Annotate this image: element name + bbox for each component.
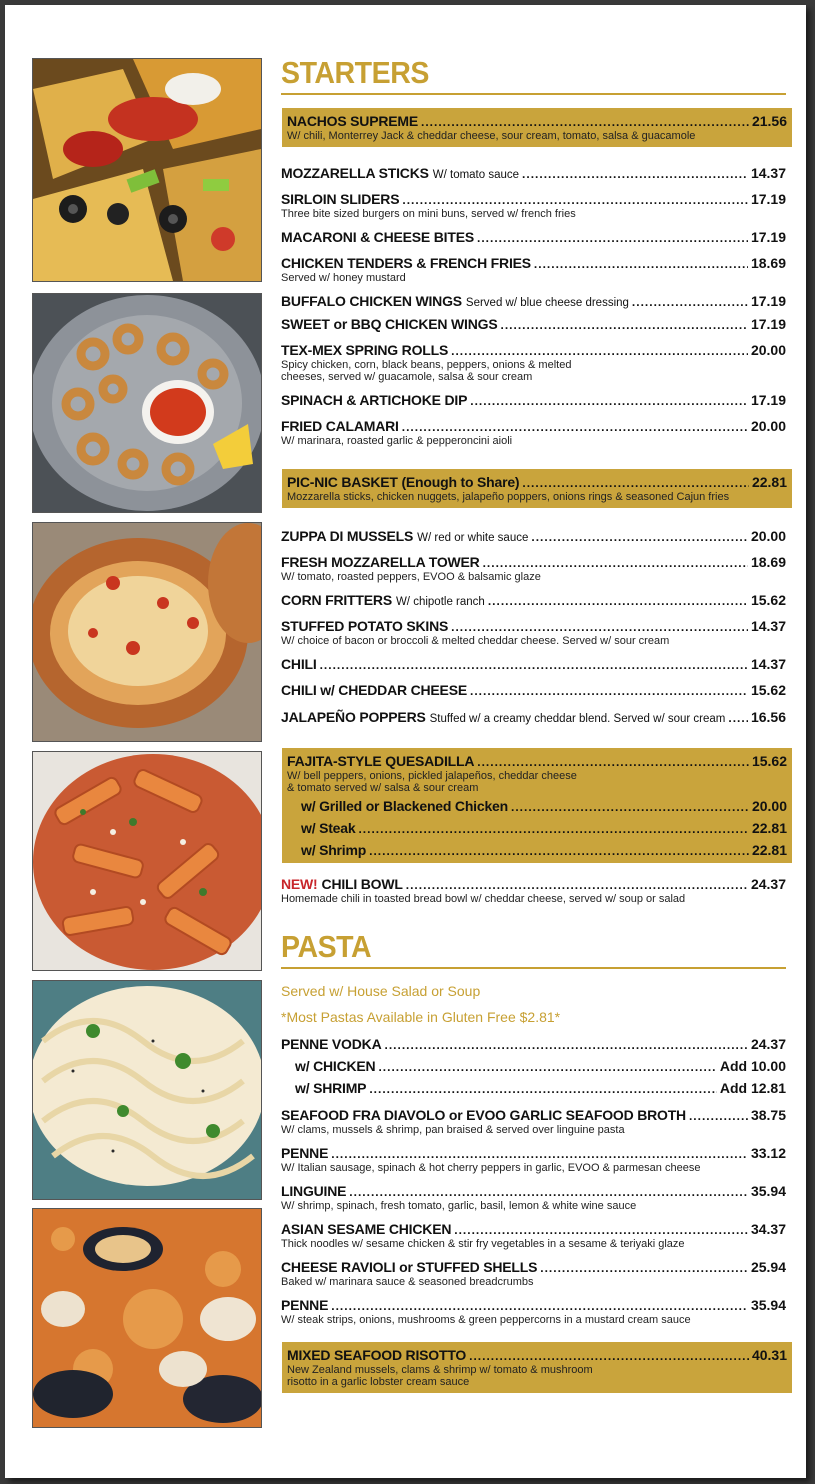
menu-item-sirloin-sliders <box>281 192 786 220</box>
item-price: 20.00 <box>750 418 786 434</box>
menu-item-mozzarella-sticks <box>281 166 786 183</box>
item-price: 17.19 <box>750 229 786 245</box>
item-price: 18.69 <box>750 255 786 271</box>
section-title-starters: STARTERS <box>281 55 429 90</box>
menu-item-chili-bowl <box>281 877 786 905</box>
item-price: 15.62 <box>750 592 786 608</box>
item-inline-desc: Stuffed w/ a creamy cheddar blend. Served w/ sour cream <box>429 713 726 725</box>
menu-item-zuppa-di-mussels <box>281 529 786 546</box>
penne-vodka-add-shrimp <box>281 1081 786 1097</box>
menu-item-corn-fritters <box>281 593 786 610</box>
item-desc: W/ tomato, roasted peppers, EVOO & balsamic glaze <box>281 571 541 583</box>
item-price: 14.37 <box>750 656 786 672</box>
new-badge: NEW! <box>281 876 318 892</box>
item-name: JALAPEÑO POPPERS <box>281 709 426 725</box>
item-desc: W/ chili, Monterrey Jack & cheddar cheese, sour cream, tomato, salsa & guacamole <box>287 130 696 142</box>
item-desc: Mozzarella sticks, chicken nuggets, jalapeño poppers, onions rings & seasoned Cajun fries <box>287 491 730 503</box>
photo-fettuccine <box>32 980 262 1200</box>
item-name: BUFFALO CHICKEN WINGS <box>281 293 462 309</box>
item-name: TEX-MEX SPRING ROLLS <box>281 342 449 358</box>
item-desc: New Zealand mussels, clams & shrimp w/ tomato & mushroom risotto in a garlic lobster cream sauce <box>287 1364 593 1388</box>
item-name: PIC-NIC BASKET (Enough to Share) <box>287 474 520 490</box>
item-price: 35.94 <box>750 1183 786 1199</box>
item-name: SWEET or BBQ CHICKEN WINGS <box>281 316 498 332</box>
item-price: 24.37 <box>750 876 786 892</box>
item-name: CHEESE RAVIOLI or STUFFED SHELLS <box>281 1259 538 1275</box>
item-name: MIXED SEAFOOD RISOTTO <box>287 1347 467 1363</box>
item-name: SEAFOOD FRA DIAVOLO or EVOO GARLIC SEAFOOD BROTH <box>281 1107 686 1123</box>
item-price: 22.81 <box>751 820 787 836</box>
item-price: Add 12.81 <box>719 1080 786 1096</box>
item-price: 14.37 <box>750 618 786 634</box>
item-price: 17.19 <box>750 293 786 309</box>
item-price: 22.81 <box>751 842 787 858</box>
menu-page <box>5 5 806 1478</box>
item-desc: Spicy chicken, corn, black beans, peppers, onions & melted cheeses, served w/ guacamole, salsa & sour cream <box>281 359 572 383</box>
item-price: 15.62 <box>751 753 787 769</box>
item-price: 35.94 <box>750 1297 786 1313</box>
item-name: PENNE VODKA <box>281 1036 382 1052</box>
menu-item-asian-sesame-chicken <box>281 1222 786 1250</box>
menu-item-seafood-fra-diavolo <box>281 1108 786 1136</box>
item-desc: W/ marinara, roasted garlic & pepperoncini aioli <box>281 435 513 447</box>
item-price: Add 10.00 <box>719 1058 786 1074</box>
menu-item-fried-calamari <box>281 419 786 447</box>
menu-item-mixed-seafood-risotto <box>282 1342 792 1393</box>
quesadilla-option-chicken <box>287 799 787 815</box>
item-name: SIRLOIN SLIDERS <box>281 191 400 207</box>
item-name: FRESH MOZZARELLA TOWER <box>281 554 480 570</box>
menu-item-linguine <box>281 1184 786 1212</box>
menu-item-penne-sausage <box>281 1146 786 1174</box>
menu-item-buffalo-wings <box>281 294 786 311</box>
menu-item-tex-mex-spring-rolls <box>281 343 786 383</box>
menu-item-jalapeno-poppers <box>281 710 786 727</box>
item-desc: Homemade chili in toasted bread bowl w/ cheddar cheese, served w/ soup or salad <box>281 893 686 905</box>
item-name: SPINACH & ARTICHOKE DIP <box>281 392 468 408</box>
penne-vodka-add-chicken <box>281 1059 786 1075</box>
item-name: CHILI BOWL <box>321 876 403 892</box>
item-price: 17.19 <box>750 316 786 332</box>
item-price: 24.37 <box>750 1036 786 1052</box>
menu-item-fajita-quesadilla <box>282 748 792 863</box>
item-name: CORN FRITTERS <box>281 592 392 608</box>
photo-baked-potato <box>32 522 262 742</box>
item-price: 22.81 <box>751 474 787 490</box>
section-rule <box>281 967 786 969</box>
pasta-note-gluten-free: *Most Pastas Available in Gluten Free $2.81* <box>281 1009 561 1025</box>
item-name: PENNE <box>281 1297 329 1313</box>
item-desc: W/ steak strips, onions, mushrooms & green peppercorns in a mustard cream sauce <box>281 1314 691 1326</box>
item-name: MOZZARELLA STICKS <box>281 165 429 181</box>
item-desc: W/ clams, mussels & shrimp, pan braised & served over linguine pasta <box>281 1124 625 1136</box>
menu-item-mozzarella-tower <box>281 555 786 583</box>
item-name: w/ Steak <box>301 820 356 836</box>
item-price: 18.69 <box>750 554 786 570</box>
menu-item-mac-cheese-bites <box>281 230 786 246</box>
item-desc: W/ choice of bacon or broccoli & melted cheddar cheese. Served w/ sour cream <box>281 635 670 647</box>
section-title-pasta: PASTA <box>281 929 372 964</box>
menu-item-sweet-bbq-wings <box>281 317 786 333</box>
item-name: ZUPPA DI MUSSELS <box>281 528 414 544</box>
item-price: 20.00 <box>751 798 787 814</box>
photo-calamari <box>32 293 262 513</box>
menu-item-chicken-tenders <box>281 256 786 284</box>
item-name: FAJITA-STYLE QUESADILLA <box>287 753 475 769</box>
item-name: CHILI <box>281 656 317 672</box>
item-desc: W/ bell peppers, onions, pickled jalapeños, cheddar cheese & tomato served w/ salsa & sour cream <box>287 770 577 794</box>
section-rule <box>281 93 786 95</box>
pasta-note-salad: Served w/ House Salad or Soup <box>281 983 481 999</box>
menu-column <box>281 55 786 1393</box>
quesadilla-option-steak <box>287 821 787 837</box>
item-name: ASIAN SESAME CHICKEN <box>281 1221 452 1237</box>
item-desc: Thick noodles w/ sesame chicken & stir fry vegetables in a sesame & teriyaki glaze <box>281 1238 685 1250</box>
item-name: STUFFED POTATO SKINS <box>281 618 449 634</box>
item-price: 34.37 <box>750 1221 786 1237</box>
item-price: 33.12 <box>750 1145 786 1161</box>
item-desc: W/ Italian sausage, spinach & hot cherry peppers in garlic, EVOO & parmesan cheese <box>281 1162 701 1174</box>
menu-item-stuffed-potato-skins <box>281 619 786 647</box>
item-name: LINGUINE <box>281 1183 347 1199</box>
item-price: 38.75 <box>750 1107 786 1123</box>
item-desc: Served w/ honey mustard <box>281 272 406 284</box>
menu-item-penne-steak <box>281 1298 786 1326</box>
item-name: CHICKEN TENDERS & FRENCH FRIES <box>281 255 531 271</box>
item-desc: Three bite sized burgers on mini buns, served w/ french fries <box>281 208 576 220</box>
item-price: 17.19 <box>750 392 786 408</box>
item-name: w/ SHRIMP <box>295 1080 367 1096</box>
photo-penne <box>32 751 262 971</box>
item-name: MACARONI & CHEESE BITES <box>281 229 474 245</box>
item-name: w/ CHICKEN <box>295 1058 376 1074</box>
item-inline-desc: W/ tomato sauce <box>432 169 520 181</box>
item-name: w/ Shrimp <box>301 842 367 858</box>
item-price: 16.56 <box>750 709 786 725</box>
item-inline-desc: W/ red or white sauce <box>417 532 529 544</box>
menu-item-penne-vodka <box>281 1037 786 1097</box>
item-inline-desc: Served w/ blue cheese dressing <box>465 297 629 309</box>
item-desc: W/ shrimp, spinach, fresh tomato, garlic, basil, lemon & white wine sauce <box>281 1200 637 1212</box>
item-price: 15.62 <box>750 682 786 698</box>
quesadilla-option-shrimp <box>287 843 787 859</box>
item-name: w/ Grilled or Blackened Chicken <box>301 798 508 814</box>
item-name: FRIED CALAMARI <box>281 418 399 434</box>
menu-item-cheese-ravioli <box>281 1260 786 1288</box>
photo-nachos <box>32 58 262 282</box>
item-price: 17.19 <box>750 191 786 207</box>
menu-item-chili <box>281 657 786 673</box>
item-inline-desc: W/ chipotle ranch <box>395 596 485 608</box>
item-name: PENNE <box>281 1145 329 1161</box>
menu-item-spinach-artichoke-dip <box>281 393 786 409</box>
menu-item-picnic-basket <box>282 469 792 508</box>
item-price: 21.56 <box>751 113 787 129</box>
item-price: 20.00 <box>750 528 786 544</box>
item-price: 25.94 <box>750 1259 786 1275</box>
menu-item-nachos-supreme <box>282 108 792 147</box>
photo-risotto <box>32 1208 262 1428</box>
item-name: NACHOS SUPREME <box>287 113 418 129</box>
item-name: CHILI w/ CHEDDAR CHEESE <box>281 682 467 698</box>
item-price: 20.00 <box>750 342 786 358</box>
item-desc: Baked w/ marinara sauce & seasoned breadcrumbs <box>281 1276 534 1288</box>
item-price: 40.31 <box>751 1347 787 1363</box>
menu-item-chili-cheddar <box>281 683 786 699</box>
item-price: 14.37 <box>750 165 786 181</box>
